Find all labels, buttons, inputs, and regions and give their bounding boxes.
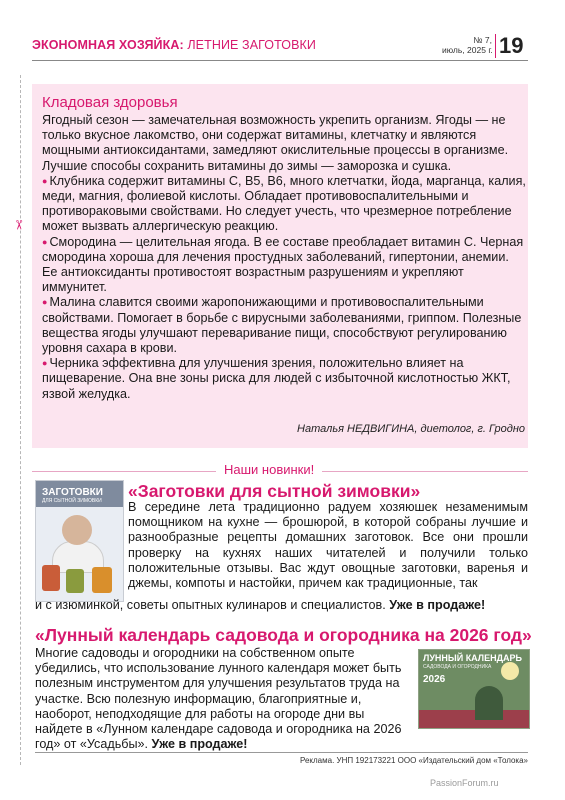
novinki-label: Наши новинки! bbox=[216, 462, 322, 477]
list-item bbox=[42, 295, 526, 356]
list-item bbox=[42, 356, 526, 402]
health-intro: Ягодный сезон — замечательная возможность укрепить организм. Ягоды — не только вкусное лакомство, они содержат витамины, клетчатку и являются мощными антиоксидантами, замедляют окислительные процессы в организме. Лучшие способы сохранить витамины до зимы — заморозка и сушка. bbox=[42, 113, 509, 173]
book2-cta: Уже в продаже! bbox=[151, 737, 248, 752]
header-rule bbox=[32, 60, 528, 61]
bullet-icon: ● bbox=[42, 358, 48, 369]
list-item-text: Черника эффективна для улучшения зрения, положительно влияет на пищеварение. Она вне зоны риска для людей с избыточной кислотностью ЖКТ, язвой желудка. bbox=[42, 356, 511, 401]
author-signature: Наталья НЕДВИГИНА, диетолог, г. Гродно bbox=[297, 423, 525, 435]
cover-subtitle: САДОВОДА И ОГОРОДНИКА bbox=[423, 664, 492, 670]
scissors-icon: ✂ bbox=[11, 219, 27, 231]
ad-disclaimer: Реклама. УНП 192173221 ООО «Издательский дом «Толока» bbox=[299, 756, 528, 765]
list-item-text: Клубника содержит витамины С, В5, В6, много клетчатки, йода, марганца, калия, меди, магния, фолиевой кислоты. Обладает противовоспалительными и противораковыми свойствами. Но следует учесть, что чрезмерное потребление может вызвать аллергическую реакцию. bbox=[42, 173, 526, 234]
cut-line bbox=[20, 75, 21, 765]
header-divider bbox=[495, 34, 496, 58]
section-topic: ЛЕТНИЕ ЗАГОТОВКИ bbox=[187, 38, 317, 52]
section-name: ЭКОНОМНАЯ ХОЗЯЙКА: bbox=[32, 38, 184, 52]
moon-icon bbox=[501, 662, 519, 680]
page-number: 19 bbox=[499, 33, 524, 58]
issue-number: № 7, bbox=[473, 35, 492, 45]
list-item-text: Смородина — целительная ягода. В ее составе преобладает витамин С. Черная смородина хороша для лечения простудных заболеваний, гипертонии, анемии. Ее антиоксиданты противостоят возрастным разрушениям и укрепляют иммунитет. bbox=[42, 234, 524, 295]
health-body bbox=[42, 113, 526, 402]
section-header bbox=[32, 38, 316, 52]
cover-title: ЗАГОТОВКИ bbox=[42, 487, 103, 498]
book-cover-lunar-calendar bbox=[418, 649, 530, 729]
bullet-icon: ● bbox=[42, 236, 48, 247]
book1-tail-text: и с изюминкой, советы опытных кулинаров и специалистов. bbox=[35, 598, 386, 612]
book-cover-zagotovki bbox=[35, 480, 124, 602]
bullet-icon: ● bbox=[42, 297, 48, 308]
watermark: PassionForum.ru bbox=[430, 778, 499, 788]
cover-year: 2026 bbox=[423, 674, 446, 685]
issue-date: июль, 2025 г. bbox=[442, 45, 493, 55]
cover-title: ЛУННЫЙ КАЛЕНДАРЬ bbox=[423, 653, 522, 663]
book1-description: В середине лета традиционно радуем хозяюшек незаменимым помощником на кухне — брошюрой, в которой собраны лучшие и разнообразные рецепты домашних заготовок. Все они прошли проверку на кухнях наших читателей и получили только положительные отзывы. Вас ждут овощные заготовки, варенья и джемы, компоты и настойки, причем как традиционные, так bbox=[128, 500, 528, 591]
book2-text: Многие садоводы и огородники на собственном опыте убедились, что использование лунного календаря может быть полезным инструментом для улучшения результатов труда на участке. Всю полезную информацию, благоприятные и, наоборот, неподходящие для работы на огороде дни вы найдете в «Лунном календаре садовода и огородника на 2026 год» от «Усадьбы». bbox=[35, 646, 402, 752]
book2-title: «Лунный календарь садовода и огородника на 2026 год» bbox=[35, 625, 532, 645]
list-item bbox=[42, 235, 526, 296]
bullet-icon: ● bbox=[42, 175, 48, 186]
list-item bbox=[42, 174, 526, 235]
book2-description bbox=[35, 646, 413, 752]
list-item-text: Малина славится своими жаропонижающими и противовоспалительными свойствами. Помогает в борьбе с вирусными заболеваниями, гриппом. Полезные вещества ягоды улучшают переваривание пищи, способствуют регулированию уровня сахара в крови. bbox=[42, 295, 522, 356]
book1-title: «Заготовки для сытной зимовки» bbox=[128, 481, 421, 501]
issue-info bbox=[442, 35, 492, 55]
health-title: Кладовая здоровья bbox=[42, 94, 178, 111]
ad-rule bbox=[35, 752, 528, 753]
cover-subtitle: ДЛЯ СЫТНОЙ ЗИМОВКИ bbox=[42, 498, 102, 504]
book1-description-end bbox=[35, 598, 528, 613]
book1-cta: Уже в продаже! bbox=[389, 598, 486, 612]
